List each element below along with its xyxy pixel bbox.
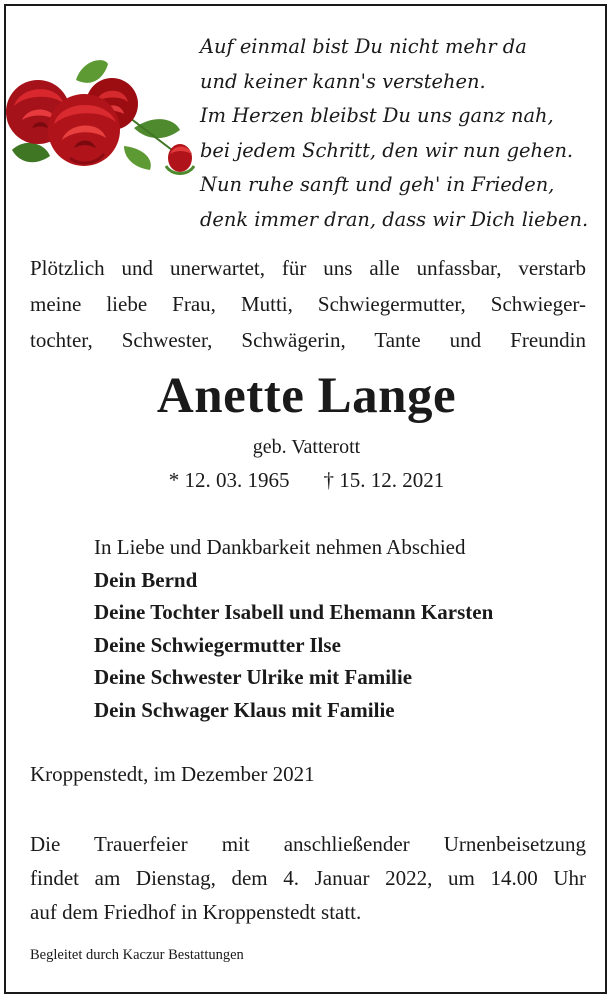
- poem-line: Auf einmal bist Du nicht mehr da: [200, 35, 527, 58]
- red-roses-icon: [4, 58, 200, 182]
- mourner: Dein Bernd: [94, 567, 198, 592]
- intro-line: Plötzlich und unerwartet, für uns alle unfassbar, verstarb: [30, 256, 586, 280]
- undertaker-credit: Begleitet durch Kaczur Bestattungen: [30, 947, 244, 963]
- service-line: Die Trauerfeier mit anschließender Urnenbeisetzung: [30, 832, 586, 856]
- service-line: findet am Dienstag, dem 4. Januar 2022, um 14.00 Uhr: [30, 866, 586, 890]
- mourner: Deine Tochter Isabell und Ehemann Karsten: [94, 600, 494, 624]
- mourners-list: [94, 531, 493, 726]
- intro-text: [30, 250, 586, 358]
- poem-line: bei jedem Schritt, den wir nun gehen.: [200, 138, 574, 162]
- poem-line: und keiner kann's verstehen.: [200, 69, 486, 93]
- service-line: auf dem Friedhof in Kroppenstedt statt.: [30, 900, 362, 924]
- mourners-intro: In Liebe und Dankbarkeit nehmen Abschied: [94, 535, 466, 559]
- deceased-name: Anette Lange: [156, 368, 457, 424]
- place-and-date: Kroppenstedt, im Dezember 2021: [30, 762, 315, 786]
- mourner: Dein Schwager Klaus mit Familie: [94, 697, 395, 722]
- birth-name: geb. Vatterott: [252, 436, 361, 458]
- poem-line: Im Herzen bleibst Du uns ganz nah,: [200, 104, 554, 128]
- poem: [200, 30, 590, 238]
- poem-line: denk immer dran, dass wir Dich lieben.: [200, 207, 589, 231]
- death-date: † 15. 12. 2021: [323, 468, 445, 492]
- funeral-service-info: [30, 827, 586, 929]
- poem-line: Nun ruhe sanft und geh' in Frieden,: [200, 173, 555, 197]
- intro-line: meine liebe Frau, Mutti, Schwiegermutter, Schwieger-: [30, 292, 586, 316]
- intro-line: tochter, Schwester, Schwägerin, Tante und Freundin: [30, 328, 586, 352]
- birth-date: * 12. 03. 1965: [168, 468, 290, 492]
- mourner: Deine Schwester Ulrike mit Familie: [94, 665, 413, 689]
- life-dates: [0, 466, 613, 494]
- mourner: Deine Schwiegermutter Ilse: [94, 632, 341, 657]
